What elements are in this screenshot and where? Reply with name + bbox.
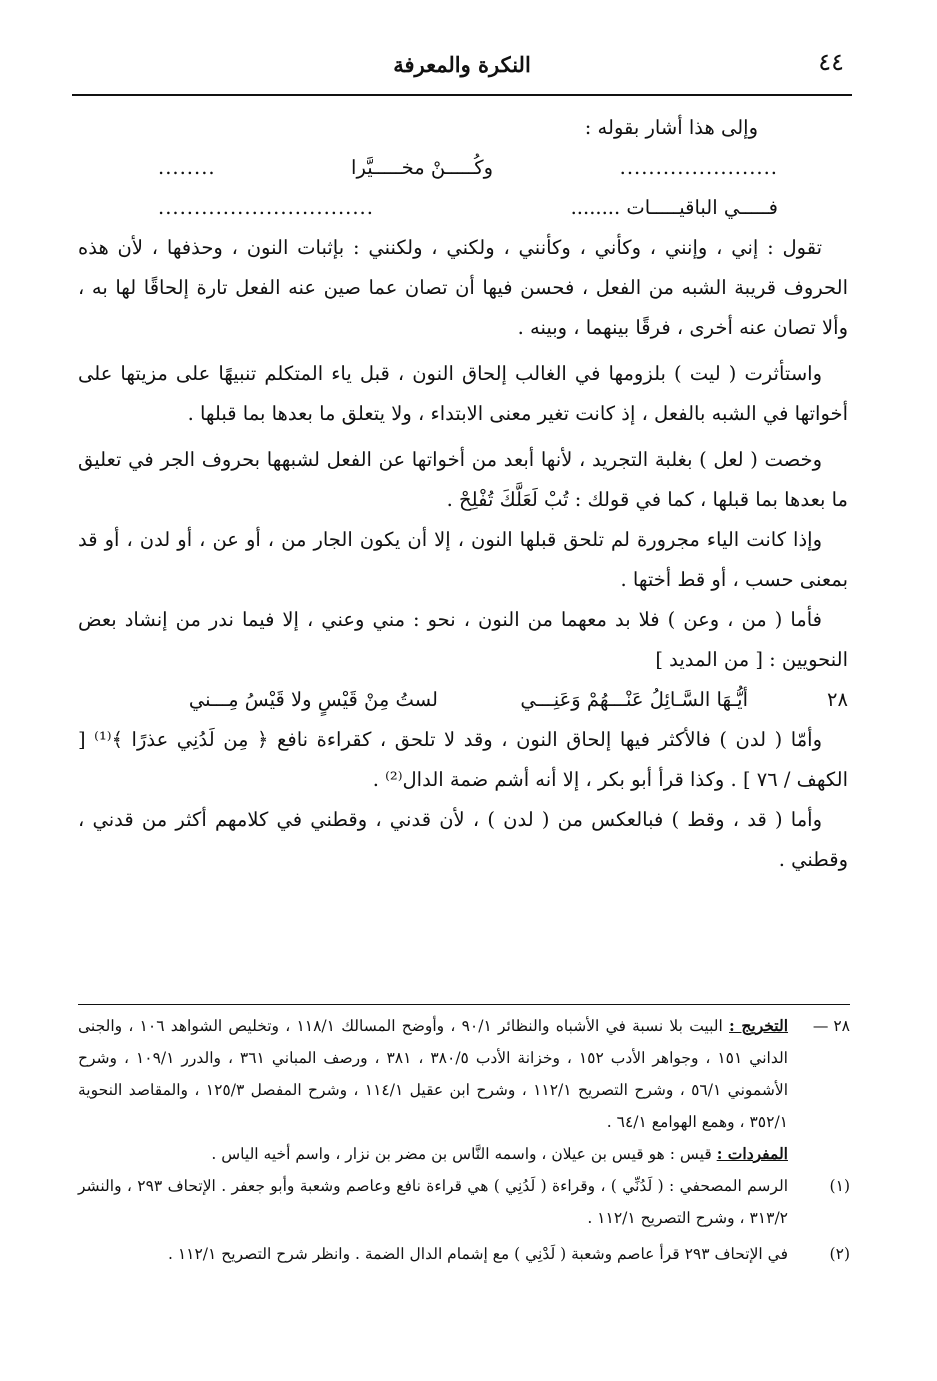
verse-1-dots-left: ........ xyxy=(158,156,216,179)
verse-2-dots-left: .............................. xyxy=(158,196,374,219)
footnote-1-text: الرسم المصحفي : ( لَدُنِّي ) ، وقراءة ( لَدُنِي ) هي قراءة نافع وعاصم وشعبة وأبو جعفر . الإتحاف ٢٩٣ ، والنشر ٣١٣/٢ ، وشرح التصريح ١١٢/١ . xyxy=(78,1177,788,1227)
footnote-1-number: (١) xyxy=(829,1177,850,1195)
footnote-2-text: في الإتحاف ٢٩٣ قرأ عاصم وشعبة ( لَدْنِي ) مع إشمام الدال الضمة . وانظر شرح التصريح ١١٢/١ . xyxy=(167,1245,788,1263)
poem-28-hemistich-a: أيُّـهَا السَّـائِلُ عَنْـــهُمْ وَعَنِـــي xyxy=(520,688,748,711)
verse-line-1 xyxy=(78,148,848,188)
poem-28-number: ٢٨ xyxy=(827,688,848,711)
paragraph-1: تقول : إني ، وإنني ، وكأني ، وكأنني ، ولكني ، ولكنني : بإثبات النون ، وحذفها ، لأن هذه الحروف قريبة الشبه من الفعل ، فحسن فيها أن تصان عما صين عنه الفعل تارة إلحاقًا لها به ، وألا تصان عنه أخرى ، فرقًا بينهما ، وبينه . xyxy=(78,236,848,339)
poem-28-hemistich-b: لستُ مِنْ قَيْسٍ ولا قَيْسُ مِـــني xyxy=(188,688,438,711)
running-title: النكرة والمعرفة xyxy=(393,52,531,77)
verse-1-hemistich-a: وكُـــــنْ مخـــــيَّرا xyxy=(351,156,493,179)
paragraph-5: فأما ( من ، وعن ) فلا بد معهما من النون ، نحو : مني وعني ، إلا فيما ندر من إنشاد بعض النحويين : [ من المديد ] xyxy=(78,608,848,671)
paragraph-7: وأما ( قد ، وقط ) فبالعكس من ( لدن ) ، لأن قدني ، وقطني في كلامهم أكثر من قدني ، وقطني . xyxy=(78,808,848,871)
footnote-1 xyxy=(78,1170,850,1234)
footnote-28-text: البيت بلا نسبة في الأشباه والنظائر ٩٠/١ ، وأوضح المسالك ١١٨/١ ، وتخليص الشواهد ١٠٦ ، والجنى الداني ١٥١ ، وجواهر الأدب ١٥٢ ، وخزانة الأدب ٣٨٠/٥ ، ٣٨١ ، ورصف المباني ٣٦١ ، والدرر ١٠٩/١ ، وشرح الأشموني ٥٦/١ ، وشرح التصريح ١١٢/١ ، وشرح ابن عقيل ١١٤/١ ، وشرح المفصل ١٢٥/٣ ، والمقاصد النحوية ٣٥٢/١ ، وهمع الهوامع ٦٤/١ . xyxy=(78,1017,789,1131)
vocabulary-text: قيس : هو قيس بن عيلان ، واسمه النَّاس بن مضر بن نزار ، واسم أخيه الياس . xyxy=(211,1145,712,1163)
footnote-28-number: ٢٨ — xyxy=(812,1017,850,1035)
footnote-28 xyxy=(78,1010,850,1138)
intro-text: وإلى هذا أشار بقوله : xyxy=(584,116,758,139)
intro-line xyxy=(78,108,848,148)
paragraph-2: واستأثرت ( ليت ) بلزومها في الغالب إلحاق النون ، قبل ياء المتكلم تنبيهًا على مزيتها على أخواتها في الشبه بالفعل ، إذ كانت تغير معنى الابتداء ، ولا يتعلق ما بعدها بما قبلها . xyxy=(78,362,848,425)
main-text xyxy=(78,108,848,880)
footnote-divider xyxy=(78,1004,850,1005)
paragraph-3: وخصت ( لعل ) بغلبة التجريد ، لأنها أبعد من أخواتها عن الفعل لشبهها بحروف الجر في تعليق ما بعدها بما قبلها ، كما في قولك : تُبْ لَعَلَّكَ تُفْلِحْ . xyxy=(78,448,848,511)
page-header xyxy=(72,48,852,96)
poem-28 xyxy=(78,680,848,720)
paragraph-4: وإذا كانت الياء مجرورة لم تلحق قبلها النون ، إلا أن يكون الجار من ، أو عن ، أو لدن ، أو قد بمعنى حسب ، أو قط أختها . xyxy=(78,528,848,591)
verse-line-2 xyxy=(78,188,848,228)
verse-2-hemistich-a: فـــــي الباقيـــــات ........ xyxy=(570,196,778,219)
footnote-2 xyxy=(78,1238,850,1270)
footnote-2-number: (٢) xyxy=(829,1245,850,1263)
vocabulary-label: المفردات : xyxy=(716,1144,788,1163)
paragraph-6: وأمّا ( لدن ) فالأكثر فيها إلحاق النون ، وقد لا تلحق ، كقراءة نافع ﴿ مِن لَدُنِي عذرًا ﴾⁽¹⁾ [ الكهف / ٧٦ ] . وكذا قرأ أبو بكر ، إلا أنه أشم ضمة الدال⁽²⁾ . xyxy=(78,728,848,791)
footnote-28-vocabulary xyxy=(78,1138,850,1170)
verse-1-dots-right: ...................... xyxy=(619,156,778,179)
footnote-28-label: التخريج : xyxy=(729,1016,789,1035)
footnotes xyxy=(78,1010,850,1270)
page-number: ٤٤ xyxy=(818,48,844,76)
